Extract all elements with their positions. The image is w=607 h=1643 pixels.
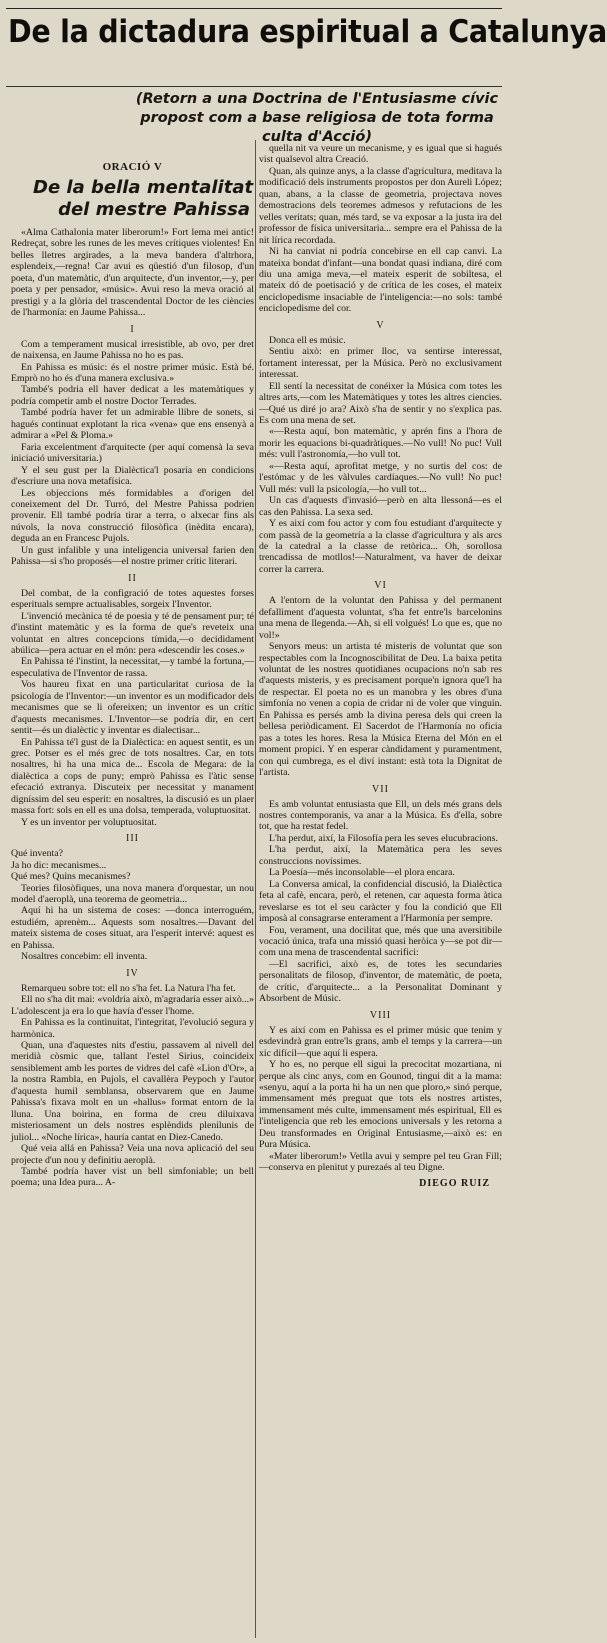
- section-8-paragraphs: [259, 1025, 502, 1174]
- paragraph: Es amb voluntat entusiasta que Ell, un dels més grans dels nostres contemporanis, va anar a la Música. Es d'ella, sobre tot, que ha restat fedel.: [259, 798, 502, 833]
- paragraph: quella nit va veure un mecanisme, y es igual que si hagués vist qualsevol altra Creació.: [259, 143, 502, 166]
- column-divider: [255, 140, 256, 1638]
- section-1-paragraphs: [11, 339, 254, 568]
- paragraph: Vos haureu fixat en una particularitat curiosa de la psicología de l'Inventor:—un inventor es un modificador dels mecanismes que se li ofereixen; un inventor es un crític d'aquests mecanismes. L'Inventor—se podría dir, en cert sentit—és un dialèctic y inventar es dialectisar...: [11, 679, 254, 737]
- paragraph: Y es així com fou actor y com fou estudiant d'arquitecte y com passà de la geometría a la classe d'agricultura y als arcs de la catedral a la classe de retòrica... Oh, sorollosa trencadissa de motllos!—Naturalment, va haver de deixar correr la carrera.: [259, 518, 502, 575]
- oration-label: ORACIÓ V: [102, 161, 163, 173]
- section-2-paragraphs: [11, 588, 254, 829]
- continued-paragraphs: [259, 143, 502, 315]
- top-rule: [6, 8, 502, 9]
- section-number: VII: [372, 783, 389, 795]
- paragraph: Del combat, de la configració de totes aquestes forses esperituals sempre actualisables, sorgeix l'Inventor.: [11, 587, 254, 611]
- paragraph: Fou, verament, una docilitat que, més que una aversitibile vocació única, trafa una missió quasi heròica y—se pot dir—com una mena de trascendental sacrifici:: [259, 924, 502, 959]
- section-title-line-1: De la bella mentalitat: [33, 177, 254, 198]
- paragraph: Ja ho dic: mecanismes...: [11, 859, 107, 871]
- paragraph: En Pahissa té l'instint, la necessitat,—y també la fortuna,—especulativa de l'Inventor de rassa.: [11, 656, 254, 679]
- section-5-paragraphs: [259, 335, 502, 576]
- author-signature: DIEGO RUIZ: [419, 1177, 490, 1189]
- paragraph: També podría haver fet un admirable llibre de sonets, si hagués continuat explotant la rica «vena» que ens ensenyà a admirar a «Pel & Ploma.»: [11, 407, 254, 442]
- paragraph: Remarqueu sobre tot: ell no s'ha fet. La Natura l'ha fet.: [21, 982, 236, 994]
- section-3-paragraphs: [11, 883, 254, 963]
- section-number: VI: [374, 580, 387, 592]
- paragraph: «Mater liberorum!» Vetlla avui y sempre pel teu Gran Fill;—conserva en plenitut y purezaés al teu Digne.: [259, 1150, 502, 1174]
- paragraph: Ell sentí la necessitat de conéixer la Música com totes les altres arts,—com les Matemàtiques y totes les altres ciencies.—Qué us diré jo ara? Això s'ha de sentir y no s'explica pas. Es com una mena de set.: [259, 380, 502, 426]
- paragraph: Qué inventa?: [11, 848, 63, 860]
- paragraph: Nosaltres concebim: ell inventa.: [21, 951, 148, 963]
- paragraph: Y es un inventor per voluptuositat.: [21, 816, 157, 828]
- paragraph: També podría haver vist un bell simfoniable; un bell poema; una Idea pura... A-: [11, 1165, 254, 1189]
- paragraph: Y el seu gust per la Dialèctica'l posaría en condicions d'escriure una nova metafísica.: [11, 464, 254, 488]
- paragraph: Quan, una d'aquestes nits d'estiu, passavem al nivell del meridià còsmic que, tallant l'estel Sirius, coincideix sensiblement amb les portes de vidres del cafè «Lion d'Or», a la nostra Rambla, en Pujols, el cavallèra Peypoch y l'autor d'aquesta humil semblansa, observarem que en Jaume Pahissa's fixava molt en un «hallus» format entorn de la lluna. Una boirina, en forma de creu diluixava misteriosament un dels nostres esplèndids plenilunis de juliol... «Noche lírica», hauría cantat en Diez-Canedo.: [11, 1040, 254, 1143]
- paragraph: Faria excelentment d'arquitecte (per aquí comensà la seva iniciació universitaria.): [11, 441, 254, 465]
- right-column: [259, 143, 502, 1638]
- paragraph: L'invenció mecànica té de poesia y té de pensament pur; té d'instint matemàtic y es la forma de que's reveteix una voluntat en altres concepcions tímida,—o decididament abúlica—pera actuar en el món: pera «descendir les coses.»: [11, 610, 254, 656]
- paragraph: Ni ha canviat ni podría concebirse en ell cap canvi. La mateixa bondat d'infant—una bondat quasi indiana, diré com diu una amiga meva,—el mateix esperit de sobiltesa, el mateix dó de poetisació y de crítica de les coses, el mateix enciclopedisme insaciable de l'inteligencia:—no sols: també enciclopedisme del cor.: [259, 246, 502, 315]
- paragraph: La Poesía—més inconsolable—el plora encara.: [269, 867, 455, 879]
- paragraph: Sentiu això: en primer lloc, va sentirse interessat, fortament interessat, per la Música. Però no exclusivament interessat.: [259, 346, 502, 381]
- paragraph: Les objeccions més formidables a d'origen del coneixement del Dr. Turró, del Mestre Pahissa podrien provenir. Ell també podría tirar a terra, o alxecar fins als núvols, la nova construcció filosòfica (inèdita encara), deguda an en Francesc Pujols.: [11, 487, 254, 545]
- section-number: III: [126, 833, 139, 845]
- section-number: IV: [126, 967, 139, 979]
- paragraph: «Alma Cathalonia mater liberorum!» Fort lema mei antic! Redreçat, sobre les runes de les meves crítiques violentes! En belles lletres argirades, a la meva bandera d'altrhora, esplendeix,—regna! Car avui es qüestió d'un filosop, d'un poeta, d'un matemàtic, d'un arquitecte, d'un inventor,—y, per poeta y per pensador, «músic». Avui reso la meva oració al prestigi y a la glòria del trascendental Doctor de les ciències de l'harmonía: en Jaume Pahissa...: [11, 227, 254, 319]
- headline-rule: [6, 86, 502, 87]
- paragraph: La Conversa amical, la confidencial discusió, la Dialèctica feta al cafè, encara, però, el retenen, car aquesta forma àtica reveslarse es tot el seu caràcter y fou la condició que Ell imposà al consagrarse enterament a l'Harmonía per sempre.: [259, 878, 502, 925]
- article-subtitle: (Retorn a una Doctrina de l'Entusiasme cívic propost com a base religiosa de tota forma culta d'Acció): [135, 91, 499, 145]
- section-3-lines: [11, 848, 254, 882]
- paragraph: Y es així com en Pahissa es el primer músic que tenim y esdevindrà gran entre'ls grans, amb el temps y la carrera—un xic difícil—que aquí li espera.: [259, 1024, 502, 1059]
- paragraph: Un cas d'aquests d'invasió—però en alta llessoná—es el cas den Pahissa. La sexa sed.: [259, 495, 502, 518]
- section-7-paragraphs: [259, 799, 502, 1005]
- paragraph: Aquí hi ha un sistema de coses: —donca interroguém, estudiém, aprenèm... Aquests som nosaltres.—Davant del mateix sistema de coses situat, ara l'esperit intervé: aquest es en Pahissa.: [11, 905, 254, 951]
- paragraph: Qué mes? Quins mecanismes?: [11, 871, 131, 883]
- intro-paragraphs: [11, 227, 254, 319]
- paragraph: Quan, als quinze anys, a la classe d'agricultura, meditava la modificació dels instruments propostos per don Aureli López; quan, abans, a la classe de geometria, projectava noves demostracions dels teoremes admesos y refutacions de les velles veritats; quan, més tard, se va exposar a la justa ira del professor de física universitaria... sempre era el Pahissa de la nit lírica recordada.: [259, 165, 502, 246]
- paragraph: «—Resta aquí, bon matemàtic, y aprén fins a l'hora de morir les equacions bi-quadràtiques.—No vull! No puc! Vull més: vull l'astronomía,—ho vull tot.: [259, 426, 502, 461]
- paragraph: Un gust infalible y una inteligencia universal farien den Pahissa—si s'ho proposés—el nostre primer crític literari.: [11, 544, 254, 568]
- left-column: [11, 160, 254, 1638]
- section-4-paragraphs: [11, 983, 254, 1189]
- paragraph: En Pahissa es músic: és el nostre primer músic. Està bé. Emprò no ho és d'una manera exclusiva.»: [11, 361, 254, 384]
- paragraph: Y ho es, no perque ell sigui la precocitat mozartiana, ni perque als cinc anys, com en Gounod, tingui dit a la mama: «senyu, aquí a la porta hi ha un nen que ploro,» sinó perque, immensament més preguat que tots els nostres artistes, immensament més culte, immensament més espiritual, Ell es l'inteligencia que reb les emocions universals y les retorna a Deu transformades en Original Entusiasme,—això es: en Pura Música.: [259, 1059, 502, 1151]
- paragraph: Teories filosòfiques, una nova manera d'orquestar, un nou model d'aeroplà, una teorema de geometria...: [11, 882, 254, 906]
- section-number: II: [128, 572, 137, 584]
- article-headline: De la dictadura espiritual a Catalunya: [8, 14, 607, 50]
- paragraph: En Pahissa té'l gust de la Dialèctica: en aquest sentit, es un grec. Potser es el més grec de tots nosaltres. Car, en tots nosaltres, hi ha una mica de... Escola de Megara: de la dialèctica a cops de puny; emprò Pahissa es l'àtic sense efecació extranya. Discuteix per necessitat y manament digníssim del seu esperit: en nosaltres, la discusió es un plaer massa fort: sols en ell es una dolsa, temperada, voluptuositat.: [11, 736, 254, 817]
- paragraph: Com a temperament musical irresistible, ab ovo, per dret de naixensa, en Jaume Pahissa no ho es pas.: [11, 338, 254, 362]
- section-number: VIII: [369, 1009, 392, 1021]
- paragraph: L'ha perdut, així, la Filosofía pera les seves elucubracions.: [269, 832, 498, 844]
- section-number: I: [130, 323, 135, 335]
- section-6-paragraphs: [259, 595, 502, 778]
- paragraph: Senyors meus: un artista té misteris de voluntat que son respectables com la Incognoscibilitat de Deu. La baixa petita voluntat de les nostres quotidianes ocupacions no'n sab res d'aquests misteris, y es precisament porque'n ignora que'l ha de respectar. El poeta no es un manobra y les obres d'una simfonía no venen a copia de cridar ni de voler que vinguin. En Pahissa es persés amb la divina peresa dels qui creen la bellesa periòdicament. El Sacerdot de l'Harmonía no oficia pas a totes les hores. Resa la Música Eterna del Món en el moment propici. Y en esperar càndidament y puramentment, con qui cumbrega, es el diví instant: està tota la Dignitat de l'artista.: [259, 641, 502, 779]
- section-number: V: [376, 319, 385, 331]
- paragraph: L'ha perdut, així, la Matemàtica pera les seves construccions novíssimes.: [259, 844, 502, 867]
- section-title: [11, 177, 254, 221]
- paragraph: Ell no s'ha dit mai: «voldría això, m'agradaría esser això...» L'adolescent ja era lo que havía d'esser l'home.: [11, 994, 254, 1017]
- paragraph: Qué veia allá en Pahissa? Veia una nova aplicació del seu projecte d'un nou y definitiu aeroplà.: [11, 1143, 254, 1166]
- paragraph: En Pahissa es la continuitat, l'integritat, l'evolució segura y harmònica.: [11, 1017, 254, 1040]
- section-title-line-2: del mestre Pahissa: [58, 199, 250, 220]
- paragraph: Donca ell es músic.: [269, 334, 346, 346]
- paragraph: A l'entorn de la voluntat den Pahissa y del permanent defalliment d'aquesta voluntat, s'ha fet entre'ls barcelonins una mena de llegenda.—Ah, si ell volgués! Lo que es, que no vol!»: [259, 595, 502, 641]
- paragraph: «—Resta aquí, aprofitat metge, y no surtis del cos: de l'estómac y de les vàlvules cardíaques.—No vull! No puc! Vull més: vull la psicología,—ho vull tot...: [259, 460, 502, 495]
- paragraph: També's podria ell haver dedicat a les matemàtiques y podría competir amb el nostre Doctor Terrades.: [11, 384, 254, 407]
- paragraph: —El sacrifici, això es, de totes les secundaries personalitats de filosop, d'inventor, de matemàtic, de poeta, de crític, d'arquitecte... a la Personalitat Dominant y Absorbent de Músic.: [259, 958, 502, 1005]
